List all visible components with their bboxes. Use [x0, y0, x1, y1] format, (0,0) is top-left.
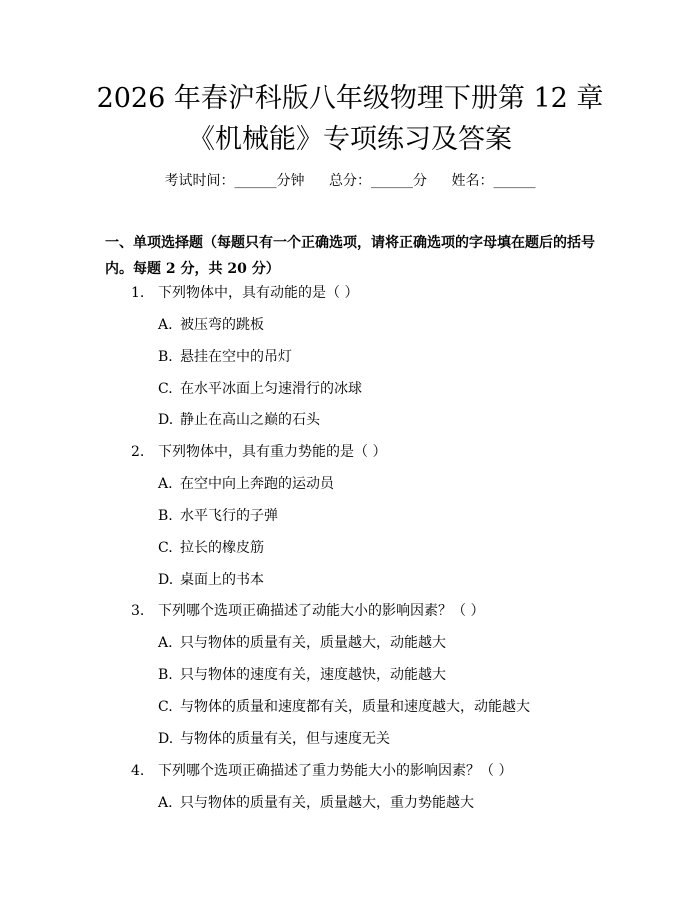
option-letter: C. — [158, 381, 173, 397]
question-number: 1. — [131, 285, 145, 301]
option-letter: C. — [158, 699, 173, 715]
question-number: 4. — [131, 763, 145, 779]
question-2-option-d — [158, 569, 264, 589]
question-1-option-c — [158, 378, 362, 398]
document-title-line-2: 《机械能》专项练习及答案 — [188, 124, 512, 155]
option-letter: B. — [158, 349, 173, 365]
option-text: 被压弯的跳板 — [180, 317, 264, 333]
option-text: 在水平冰面上匀速滑行的冰球 — [180, 381, 362, 397]
question-2-option-c — [158, 537, 264, 557]
option-letter: A. — [158, 317, 173, 333]
document-title-line-1: 2026 年春沪科版八年级物理下册第 12 章 — [96, 83, 604, 114]
question-3-option-d — [158, 728, 390, 748]
option-letter: D. — [158, 412, 174, 428]
exam-time-field: 考试时间：______分钟 — [164, 173, 305, 189]
option-letter: D. — [158, 731, 174, 747]
question-3-option-c — [158, 696, 530, 716]
exam-info — [0, 170, 700, 190]
option-text: 在空中向上奔跑的运动员 — [180, 476, 334, 492]
option-letter: A. — [158, 476, 173, 492]
question-3-option-a — [158, 632, 446, 652]
question-1-option-b — [158, 346, 292, 366]
option-text: 静止在高山之巅的石头 — [180, 412, 320, 428]
option-text: 拉长的橡皮筋 — [180, 540, 264, 556]
option-letter: C. — [158, 540, 173, 556]
section-heading-single-choice: 一、单项选择题（每题只有一个正确选项，请将正确选项的字母填在题后的括号内。每题 2 分，共 20 分） — [105, 235, 595, 277]
option-letter: A. — [158, 795, 173, 811]
option-text: 与物体的质量有关，但与速度无关 — [180, 731, 390, 747]
question-text: 下列哪个选项正确描述了动能大小的影响因素？（ ） — [158, 603, 485, 619]
option-text: 只与物体的质量有关，质量越大，动能越大 — [180, 635, 446, 651]
student-name-field: 姓名：______ — [451, 173, 536, 189]
question-4-option-a — [158, 792, 474, 812]
question-1-option-d — [158, 409, 320, 429]
option-letter: B. — [158, 667, 173, 683]
question-3-option-b — [158, 664, 446, 684]
question-1-option-a — [158, 314, 264, 334]
question-1 — [131, 282, 358, 302]
question-text: 下列哪个选项正确描述了重力势能大小的影响因素？（ ） — [158, 763, 513, 779]
question-3 — [131, 600, 484, 620]
total-score-field: 总分：______分 — [329, 173, 427, 189]
question-2 — [131, 441, 386, 461]
option-text: 与物体的质量和速度都有关，质量和速度越大，动能越大 — [180, 699, 530, 715]
question-number: 2. — [131, 444, 145, 460]
question-2-option-b — [158, 505, 278, 525]
option-text: 桌面上的书本 — [180, 572, 264, 588]
option-letter: B. — [158, 508, 173, 524]
option-letter: D. — [158, 572, 174, 588]
option-text: 只与物体的质量有关，质量越大，重力势能越大 — [180, 795, 474, 811]
option-text: 只与物体的速度有关，速度越快，动能越大 — [180, 667, 446, 683]
question-text: 下列物体中，具有动能的是（ ） — [158, 285, 359, 301]
question-4 — [131, 760, 512, 780]
question-text: 下列物体中，具有重力势能的是（ ） — [158, 444, 387, 460]
option-letter: A. — [158, 635, 173, 651]
option-text: 悬挂在空中的吊灯 — [180, 349, 292, 365]
option-text: 水平飞行的子弹 — [180, 508, 278, 524]
question-2-option-a — [158, 473, 334, 493]
question-number: 3. — [131, 603, 145, 619]
